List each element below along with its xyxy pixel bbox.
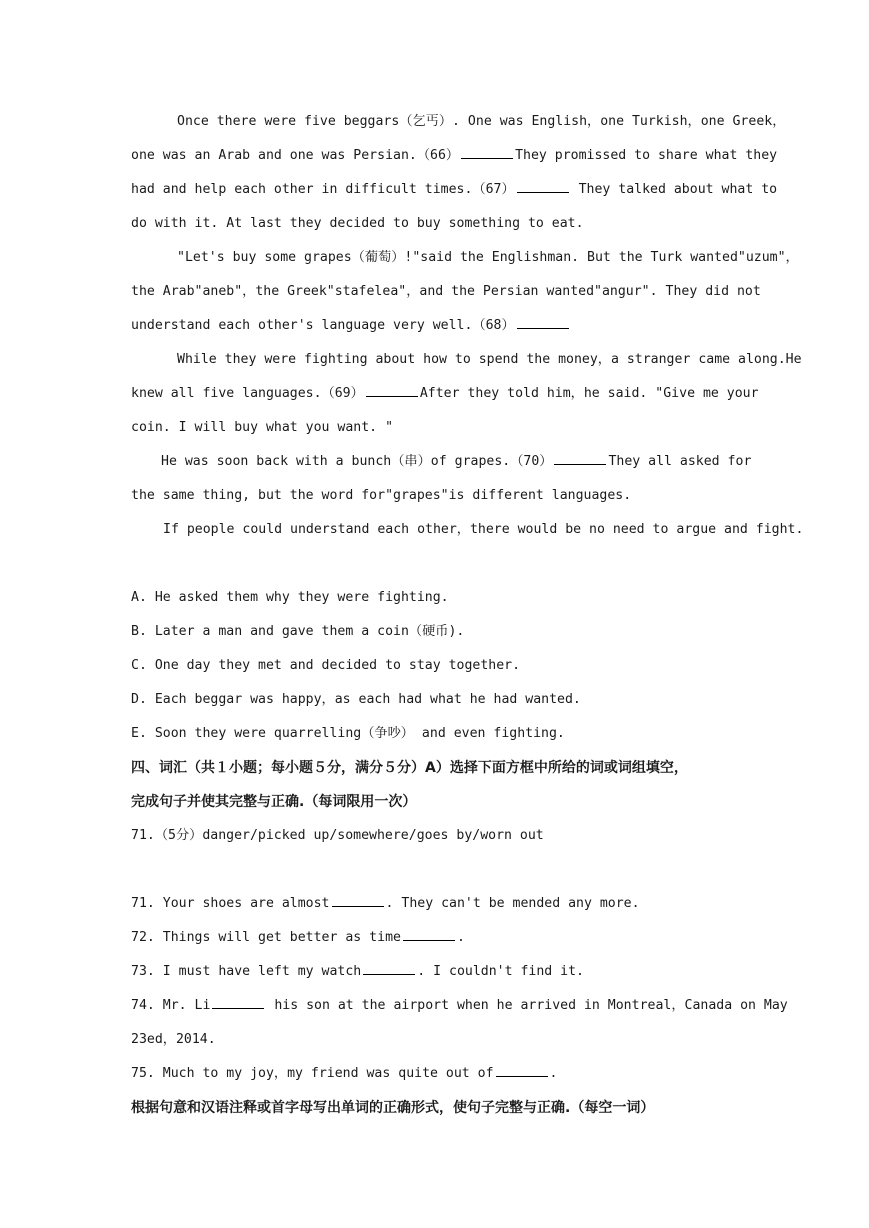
passage-line	[131, 241, 799, 275]
option-d: D. Each beggar was happy，as each had what he had wanted.	[131, 692, 581, 707]
document-page	[131, 105, 804, 1125]
blank-72[interactable]	[403, 926, 455, 941]
text: had and help each other in difficult times.（67）	[131, 182, 515, 197]
text: After they told him，he said. "Give me your	[419, 386, 759, 401]
text: the same thing, but the word for"grapes"is different languages.	[131, 488, 632, 503]
text: 73. I must have left my watch	[131, 964, 362, 979]
passage-line	[131, 207, 737, 241]
text: understand each other's language very well.（68）	[131, 318, 515, 333]
passage-line	[131, 105, 786, 139]
text: .	[456, 930, 465, 945]
section-4-heading: 四、词汇（共１小题；每小题５分，满分５分）A）选择下面方框中所给的词或词组填空，	[131, 760, 688, 776]
passage-line	[131, 309, 737, 343]
text: the Arab"aneb"，the Greek"stafelea"，and the Persian wanted"angur". They did not	[131, 284, 761, 299]
passage-line	[131, 275, 761, 309]
option-e: E. Soon they were quarrelling（争吵） and even fighting.	[131, 726, 565, 741]
blank-66[interactable]	[461, 144, 513, 159]
blank-68[interactable]	[517, 314, 569, 329]
passage-line	[131, 173, 778, 207]
passage-line	[131, 445, 752, 479]
word-box: 71.（5分）danger/picked up/somewhere/goes by/worn out	[131, 828, 544, 843]
passage-line	[131, 139, 778, 173]
text: Once there were five beggars（乞丐）. One was English，one Turkish，one Greek，	[177, 114, 786, 129]
text: one was an Arab and one was Persian.（66）	[131, 148, 460, 163]
passage-line	[131, 479, 737, 513]
question-73	[131, 955, 737, 989]
blank-70[interactable]	[554, 450, 606, 465]
passage-line	[131, 343, 802, 377]
text: knew all five languages.（69）	[131, 386, 364, 401]
spacer	[131, 853, 737, 887]
text: . I couldn't find it.	[417, 964, 584, 979]
blank-73[interactable]	[363, 960, 415, 975]
blank-71[interactable]	[332, 892, 384, 907]
option-b: B. Later a man and gave them a coin（硬币).	[131, 624, 465, 639]
text: his son at the airport when he arrived in Montreal，Canada on May	[266, 998, 788, 1013]
text: 74. Mr. Li	[131, 998, 211, 1013]
blank-74[interactable]	[212, 994, 264, 1009]
text: "Let's buy some grapes（葡萄）!"said the Englishman. But the Turk wanted"uzum"，	[177, 250, 799, 265]
question-72	[131, 921, 737, 955]
text: 71. Your shoes are almost	[131, 896, 330, 911]
question-74	[131, 989, 788, 1023]
passage-line	[131, 377, 759, 411]
question-75	[131, 1057, 737, 1091]
text: 72. Things will get better as time	[131, 930, 401, 945]
blank-75[interactable]	[496, 1062, 548, 1077]
text: .	[549, 1066, 558, 1081]
passage-line	[131, 513, 804, 547]
option-c: C. One day they met and decided to stay together.	[131, 658, 521, 673]
text: They all asked for	[608, 454, 752, 469]
text: They talked about what to	[570, 182, 778, 197]
text: . They can't be mended any more.	[385, 896, 640, 911]
question-74-cont: 23ed，2014.	[131, 1032, 216, 1047]
text: They promissed to share what they	[515, 148, 778, 163]
text: do with it. At last they decided to buy something to eat.	[131, 216, 584, 231]
section-b-heading: 根据句意和汉语注释或首字母写出单词的正确形式，使句子完整与正确.（每空一词）	[131, 1100, 655, 1116]
blank-67[interactable]	[517, 178, 569, 193]
passage-line	[131, 411, 737, 445]
spacer	[131, 547, 737, 581]
section-4-heading-cont: 完成句子并使其完整与正确.（每词限用一次）	[131, 794, 417, 810]
text: 75. Much to my joy，my friend was quite out of	[131, 1066, 494, 1081]
text: He was soon back with a bunch（串）of grapes.（70）	[161, 454, 553, 469]
text: coin. I will buy what you want. "	[131, 420, 394, 435]
question-71	[131, 887, 737, 921]
blank-69[interactable]	[366, 382, 418, 397]
text: While they were fighting about how to spend the money，a stranger came along.He	[177, 352, 802, 367]
text: If people could understand each other，there would be no need to argue and fight.	[163, 522, 804, 537]
option-a: A. He asked them why they were fighting.	[131, 590, 449, 605]
